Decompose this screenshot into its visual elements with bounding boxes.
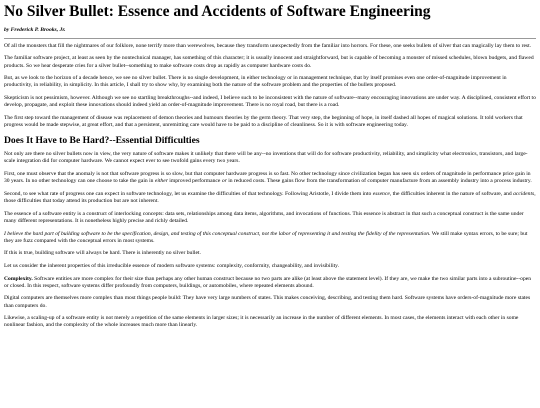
intro-paragraph-2: The familiar software project, at least as seen by the nontechnical manager, has something of this character; it is usually innocent and straightforward, but is capable of becoming a monster of missed schedules, blown budgets, and flawed products. So we hear desperate cries for a silver bullet--something to make software costs drop as rapidly as computer hardware costs do. [4, 55, 534, 69]
section-paragraph-8: Complexity. Software entities are more complex for their size than perhaps any other human construct because no two parts are alike (at least above the statement level). If they are, we make the two similar parts into a subroutine--open or closed. In this respect, software systems differ profoundly from computers, buildings, or automobiles, where repeated elements abound. [4, 275, 532, 289]
emphasis-or: or [221, 178, 227, 185]
section-paragraph-1: Not only are there no silver bullets now in view, the very nature of software makes it unlikely that there will be any--no inventions that will do for software productivity, reliability, and simplicity what electronics, transistors, and large-scale integration did for computer hardware. We cannot expect ever to see twofold gains every two years. [4, 151, 528, 165]
page-title: No Silver Bullet: Essence and Accidents of Software Engineering [4, 3, 431, 20]
emphasis-either: either [154, 178, 168, 185]
section-paragraph-4: The essence of a software entity is a construct of interlocking concepts: data sets, relationships among data items, algorithms, and invocations of functions. This essence is abstract in that such a conceptual construct is the same under many different representations. It is nonetheless highly precise and richly detailed. [4, 210, 524, 224]
section-paragraph-3: Second, to see what rate of progress one can expect in software technology, let us examine the difficulties of that technology. Following Aristotle, I divide them into essence, the difficulties inherent in the nature of software, and accidents, those difficulties that today attend its production but are not inherent. [4, 190, 536, 205]
section-paragraph-6: If this is true, building software will always be hard. There is inherently no silver bullet. [4, 250, 201, 257]
article [0, 3, 540, 330]
key-thesis: I believe the hard part of building software to be the specification, design, and testing of this conceptual construct, not the labor of representing it and testing the fidelity of the representation. [4, 230, 431, 237]
intro-paragraph-3: But, as we look to the horizon of a decade hence, we see no silver bullet. There is no single development, in either technology or in management technique, that by itself promises even one order-of-magnitude improvement in productivity, in reliability, in simplicity. In this article, I shall try to show why, by examining both the nature of the software problem and the properties of the bullets proposed. [4, 75, 507, 89]
intro-paragraph-5: The first step toward the management of disease was replacement of demon theories and humours theories by the germ theory. That very step, the beginning of hope, in itself dashed all hopes of magical solutions. It told workers that progress would be made stepwise, at great effort, and that a persistent, unremitting care would have to be paid to a discipline of cleanliness. So it is with software engineering today. [4, 114, 523, 129]
section-paragraph-2: First, one must observe that the anomaly is not that software progress is so slow, but that computer hardware progress is so fast. No other technology since civilization began has seen six orders of magnitude in performance price gain in 30 years. In no other technology can one choose to take the gain in either improved performance or in reduced costs. These gains flow from the transformation of computer manufacture from an assembly industry into a process industry. [4, 171, 532, 185]
emphasis-accidents: accidents [513, 190, 535, 197]
intro-paragraph-4: Skepticism is not pessimism, however. Although we see no startling breakthroughs--and indeed, I believe such to be inconsistent with the nature of software--many encouraging innovations are under way. A disciplined, consistent effort to develop, propagate, and exploit these innovations should indeed yield an order-of-magnitude improvement. There is no royal road, but there is a road. [4, 95, 536, 109]
intro-paragraph-1: Of all the monsters that fill the nightmares of our folklore, none terrify more than werewolves, because they transform unexpectedly from the familiar into horrors. For these, one seeks bullets of silver that can magically lay them to rest. [4, 42, 532, 49]
section-paragraph-7: Let us consider the inherent properties of this irreducible essence of modern software systems: complexity, conformity, changeability, and invisibility. [4, 262, 340, 269]
complexity-lead: Complexity. [4, 275, 33, 282]
section-paragraph-5: I believe the hard part of building software to be the specification, design, and testing of this conceptual construct, not the labor of representing it and testing the fidelity of the representation. We still make syntax errors, to be sure; but they are fuzz compared with the conceptual errors in most systems. [4, 230, 528, 244]
section-paragraph-9: Digital computers are themselves more complex than most things people build: They have very large numbers of states. This makes conceiving, describing, and testing them hard. Software systems have orders-of-magnitude more states than computers do. [4, 295, 531, 309]
divider [4, 38, 536, 39]
section-heading: Does It Have to Be Hard?--Essential Difficulties [4, 135, 200, 147]
section-paragraph-10: Likewise, a scaling-up of a software entity is not merely a repetition of the same elements in larger sizes; it is necessarily an increase in the number of different elements. In most cases, the elements interact with each other in some nonlinear fashion, and the complexity of the whole increases much more than linearly. [4, 315, 519, 329]
emphasis-essence: essence [372, 190, 390, 197]
author-byline: by Frederick P. Brooks, Jr. [4, 26, 66, 33]
